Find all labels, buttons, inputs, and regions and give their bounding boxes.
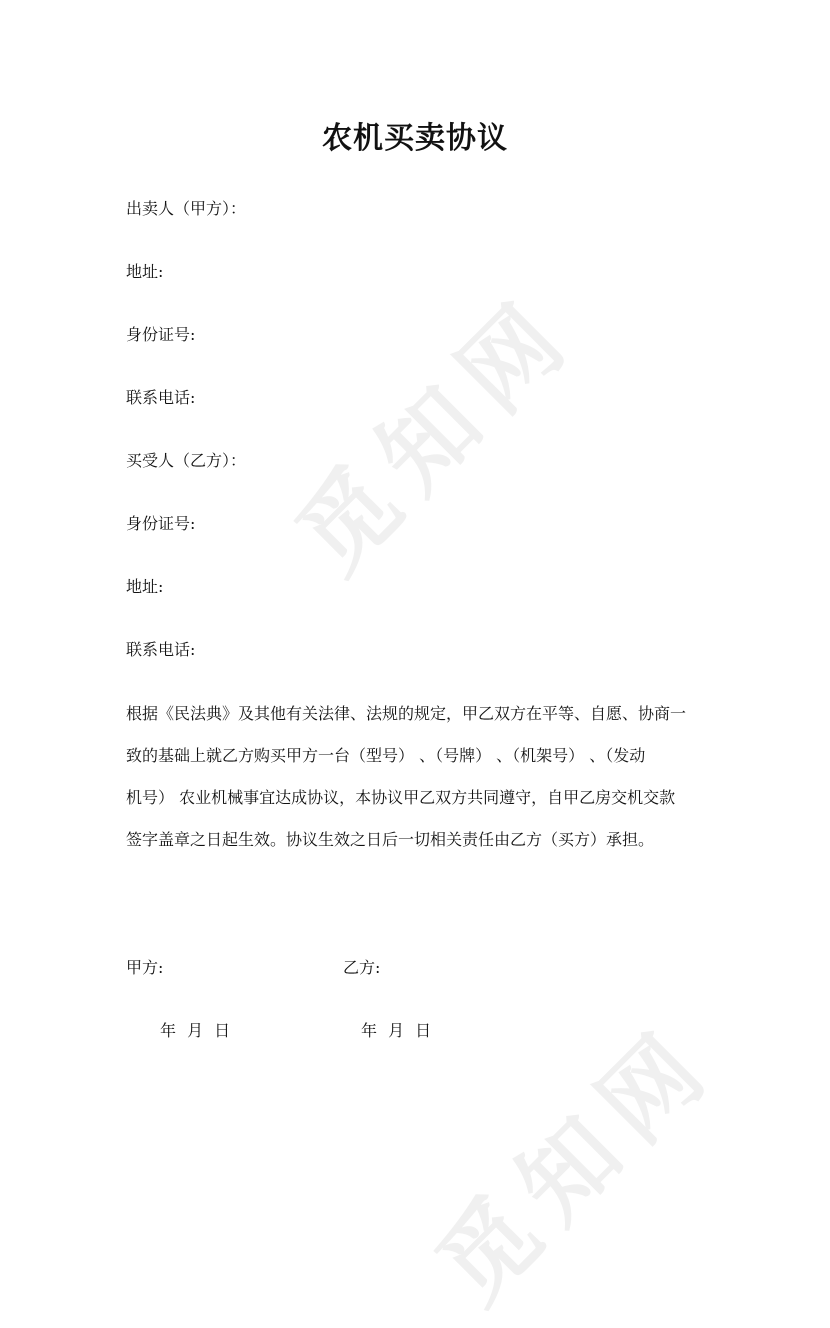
buyer-phone-label: 联系电话: (126, 640, 196, 659)
seller-label: 出卖人（甲方）： (126, 199, 247, 218)
agreement-paragraph-line: 签字盖章之日起生效。协议生效之日后一切相关责任由乙方（买方）承担。 (126, 830, 655, 849)
watermark: 觅知网 (275, 273, 597, 595)
seller-phone-label: 联系电话: (126, 388, 196, 407)
document-title: 农机买卖协议 (322, 121, 508, 156)
party-a-date: 年 月 日 (160, 1021, 231, 1040)
party-a-signature-label: 甲方: (126, 958, 164, 977)
buyer-address-label: 地址: (126, 577, 164, 596)
buyer-id-label: 身份证号: (126, 514, 196, 533)
watermark: 觅知网 (415, 1003, 737, 1325)
party-b-signature-label: 乙方: (343, 958, 381, 977)
party-b-date: 年 月 日 (361, 1021, 432, 1040)
buyer-label: 买受人（乙方）： (126, 451, 247, 470)
seller-id-label: 身份证号: (126, 325, 196, 344)
agreement-paragraph-line: 机号） 农业机械事宜达成协议，本协议甲乙双方共同遵守，自甲乙房交机交款 (126, 788, 676, 807)
seller-address-label: 地址: (126, 262, 164, 281)
agreement-paragraph-line: 根据《民法典》及其他有关法律、法规的规定，甲乙双方在平等、自愿、协商一 (126, 704, 687, 723)
agreement-paragraph-line: 致的基础上就乙方购买甲方一台（型号） 、（号牌） 、（机架号） 、（发动 (126, 746, 646, 765)
